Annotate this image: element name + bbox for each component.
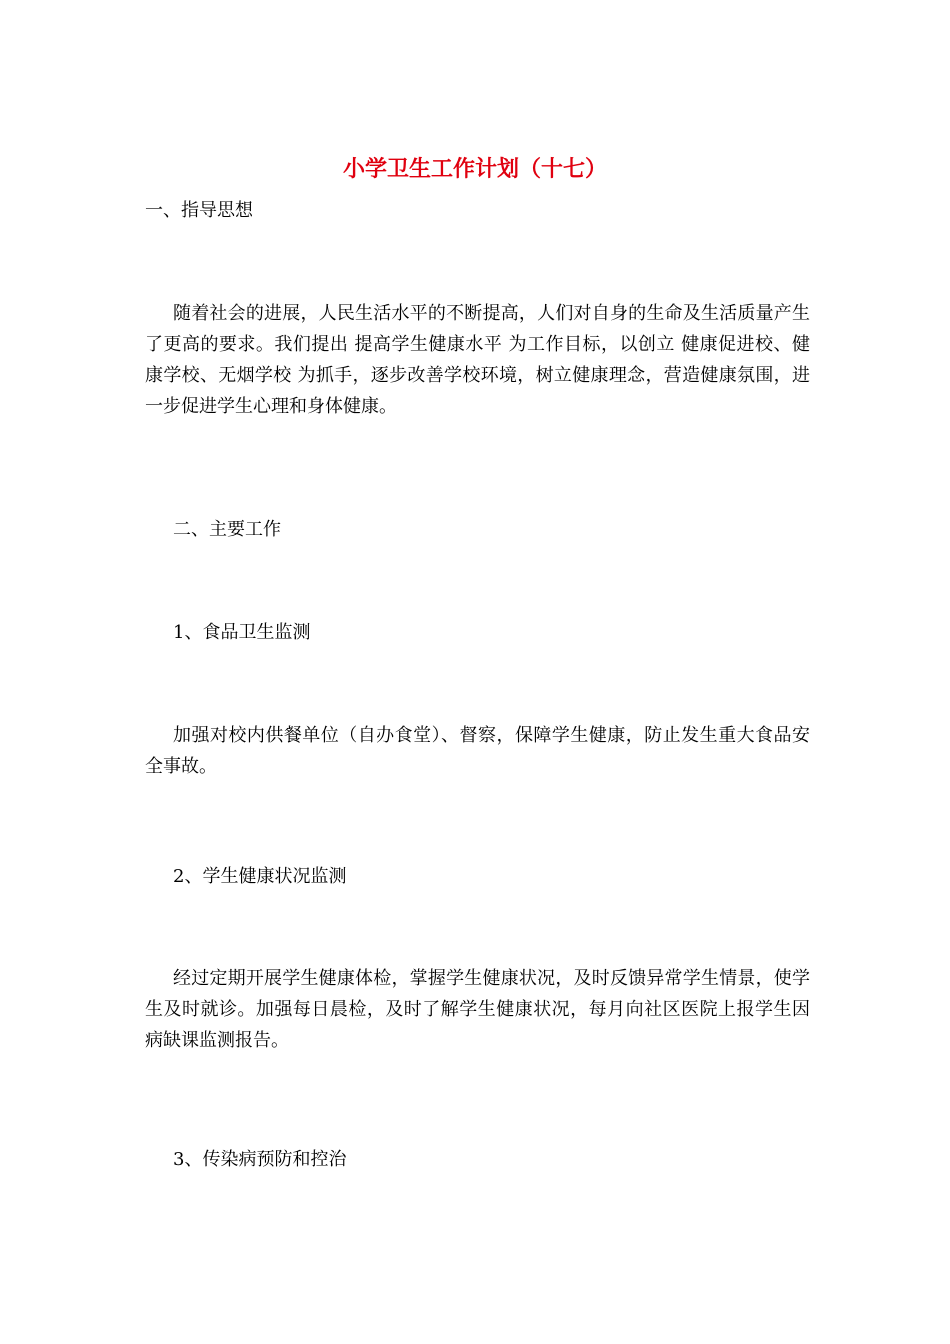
item-heading-health-monitoring: 2、学生健康状况监测: [173, 866, 347, 887]
document-title: 小学卫生工作计划（十七）: [342, 156, 607, 182]
paragraph-food-hygiene: 加强对校内供餐单位（自办食堂）、督察，保障学生健康，防止发生重大食品安全事故。: [145, 725, 810, 777]
section-heading-main-work: 二、主要工作: [173, 519, 281, 540]
item-heading-food-hygiene: 1、食品卫生监测: [173, 622, 311, 643]
item-heading-infectious-disease: 3、传染病预防和控治: [173, 1149, 347, 1170]
section-heading-guiding-ideology: 一、指导思想: [145, 200, 253, 221]
paragraph-guiding-ideology: 随着社会的进展，人民生活水平的不断提高，人们对自身的生命及生活质量产生了更高的要求。我们提出 提高学生健康水平 为工作目标，以创立 健康促进校、健康学校、无烟学校 为抓手，逐步改善学校环境，树立健康理念，营造健康氛围，进一步促进学生心理和身体健康。: [145, 303, 810, 417]
paragraph-health-monitoring: 经过定期开展学生健康体检，掌握学生健康状况，及时反馈异常学生情景，使学生及时就诊。加强每日晨检，及时了解学生健康状况，每月向社区医院上报学生因病缺课监测报告。: [145, 968, 810, 1051]
